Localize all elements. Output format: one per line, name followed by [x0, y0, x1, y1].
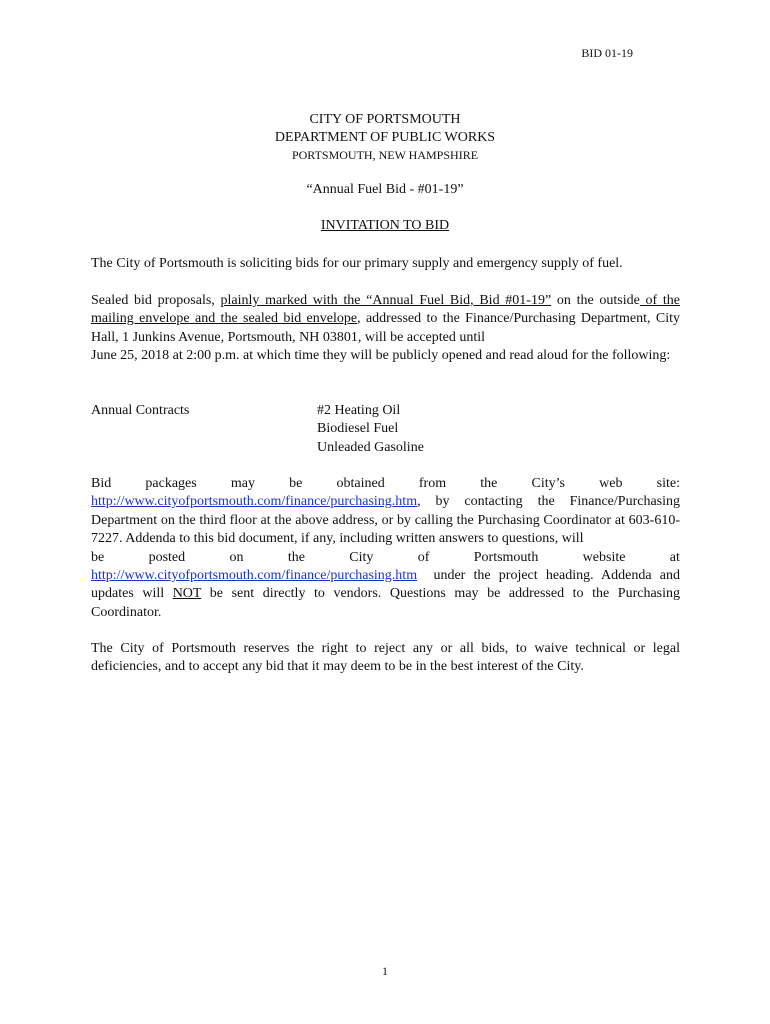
paragraph-reservation: The City of Portsmouth reserves the right to reject any or all bids, to waive technical or legal deficiencies, and to accept any bid that it may deem to be in the best interest of the City.: [91, 641, 680, 675]
purchasing-link-2[interactable]: http://www.cityofportsmouth.com/finance/purchasing.htm: [91, 568, 418, 584]
p3-not-emphasis: NOT: [172, 586, 202, 602]
page-number: 1: [382, 964, 388, 978]
contracts-list: [317, 402, 424, 457]
p3-word: the: [480, 476, 498, 491]
p3-word: be: [91, 549, 105, 565]
p2-underlined-envelope: of the mailing envelope and the sealed bid envelope: [91, 293, 681, 327]
p3-word: web: [599, 476, 623, 491]
p3-word: the: [287, 549, 305, 565]
p3-line1: [91, 475, 680, 493]
p3-word: Bid: [91, 476, 112, 491]
p3-word: Portsmouth: [473, 549, 539, 565]
p3-word: at: [669, 549, 680, 565]
paragraph-bid-packages: [91, 475, 684, 622]
p2-part3: , addressed to the Finance/Purchasing Department, City Hall, 1 Junkins Avenue, Portsmouth, NH 03801, will be accepted until: [91, 311, 680, 345]
city-location: PORTSMOUTH, NEW HAMPSHIRE: [291, 148, 479, 162]
paragraph-solicitation: The City of Portsmouth is soliciting bids for our primary supply and emergency supply of fuel.: [91, 256, 623, 271]
contract-item: Unleaded Gasoline: [317, 439, 424, 455]
p3-word: packages: [145, 476, 197, 491]
invitation-heading-text: INVITATION TO BID: [320, 218, 450, 233]
p2-part4: June 25, 2018 at 2:00 p.m. at which time they will be publicly opened and read aloud for the following:: [91, 348, 671, 364]
bid-title: “Annual Fuel Bid - #01-19”: [306, 182, 464, 197]
paragraph-sealed-bids: [91, 292, 680, 366]
p3-word: City’s: [531, 476, 565, 491]
p2-part2: on the outside: [551, 293, 640, 308]
p3-word: from: [418, 476, 447, 491]
contract-item: #2 Heating Oil: [317, 403, 401, 418]
p2-part1: Sealed bid proposals,: [91, 293, 221, 308]
p3-word: be: [289, 476, 303, 491]
p3-block1: [91, 493, 680, 548]
p3-word: obtained: [336, 476, 385, 491]
p3-block2: [91, 567, 684, 622]
p3-word: on: [229, 549, 244, 565]
p3-word: may: [230, 476, 255, 491]
invitation-heading: [0, 218, 770, 234]
p3-word: site:: [656, 476, 680, 491]
p3-word: website: [582, 549, 626, 565]
p3-after-not: be sent directly to vendors. Questions may be addressed to the Purchasing Coordinator.: [91, 586, 680, 620]
bid-reference: BID 01-19: [581, 46, 633, 60]
p3-word: posted: [148, 549, 186, 565]
purchasing-link-1[interactable]: http://www.cityofportsmouth.com/finance/purchasing.htm: [91, 494, 418, 510]
p3-word: of: [417, 549, 430, 565]
p3-after-link2: under the project heading. Addenda and updates will: [91, 568, 684, 602]
p3-word: City: [349, 549, 374, 565]
contracts-label: Annual Contracts: [91, 403, 190, 418]
p3-after-link1: , by contacting the Finance/Purchasing Department on the third floor at the above address, or by calling the Purchasing Coordinator at 603-610-7227. Addenda to this bid document, if any, including written answers to questions, will: [91, 494, 680, 547]
p3-line5: [91, 549, 680, 567]
document-header: [0, 111, 770, 163]
department-name: DEPARTMENT OF PUBLIC WORKS: [274, 130, 496, 145]
p2-underlined-marking: plainly marked with the “Annual Fuel Bid, Bid #01-19”: [220, 293, 552, 308]
contract-item: Biodiesel Fuel: [317, 421, 399, 437]
city-name: CITY OF PORTSMOUTH: [309, 112, 461, 127]
